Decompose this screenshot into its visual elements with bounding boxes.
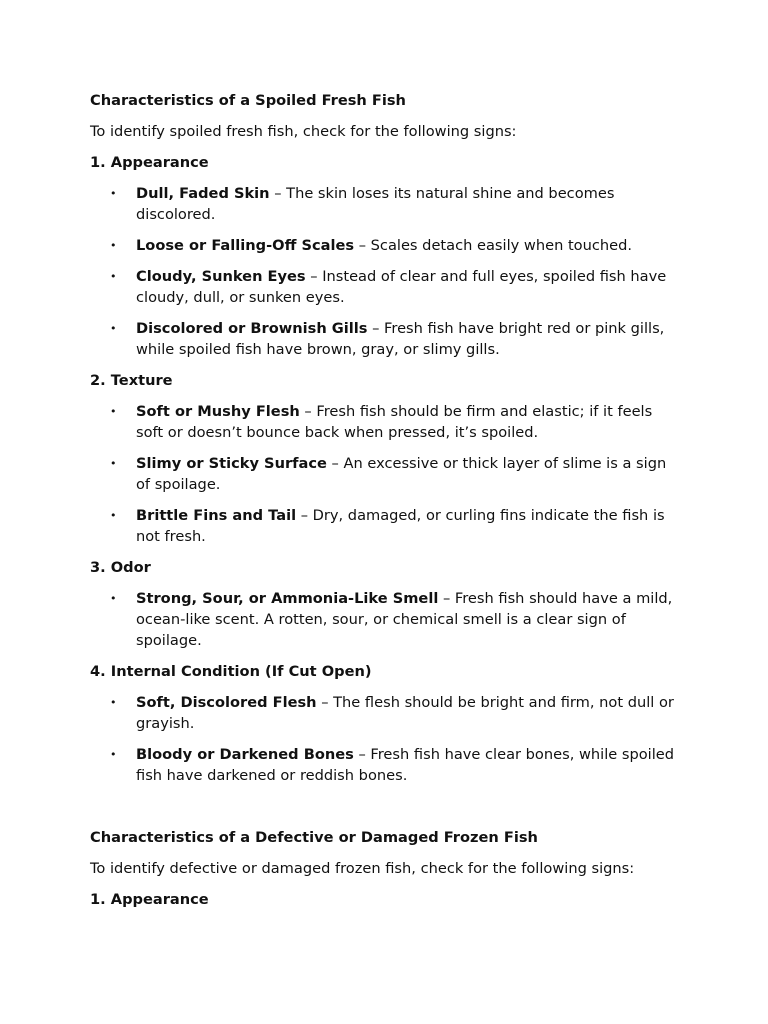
item-desc: – Dry, damaged, or curling fins indicate the fish is not fresh.	[136, 507, 665, 545]
bullet-icon: •	[110, 239, 117, 252]
item-term: Brittle Fins and Tail	[136, 507, 297, 524]
heading-defective-frozen-fish: Characteristics of a Defective or Damaged Frozen Fish	[90, 829, 538, 846]
item-term: Discolored or Brownish Gills	[136, 320, 368, 337]
item-term: Slimy or Sticky Surface	[136, 455, 327, 472]
list-item	[90, 588, 680, 651]
item-term: Soft or Mushy Flesh	[136, 403, 300, 420]
item-term: Loose or Falling-Off Scales	[136, 237, 355, 254]
heading-spoiled-fresh-fish: Characteristics of a Spoiled Fresh Fish	[90, 92, 406, 109]
list-item	[90, 744, 680, 786]
bullet-icon: •	[110, 748, 117, 761]
section-title-texture: 2. Texture	[90, 372, 173, 389]
item-desc: – The flesh should be bright and firm, not dull or grayish.	[136, 694, 674, 732]
list-item	[90, 401, 680, 443]
section-title-appearance: 1. Appearance	[90, 154, 209, 171]
list-item	[90, 692, 680, 734]
document-page	[90, 90, 680, 920]
list-item	[90, 266, 680, 308]
list-odor	[90, 588, 680, 651]
section-title-internal-condition: 4. Internal Condition (If Cut Open)	[90, 663, 372, 680]
intro-spoiled-fresh-fish: To identify spoiled fresh fish, check for the following signs:	[90, 123, 517, 140]
item-desc: – Fresh fish should be firm and elastic; if it feels soft or doesn’t bounce back when pressed, it’s spoiled.	[136, 403, 653, 441]
list-item	[90, 453, 680, 495]
item-term: Bloody or Darkened Bones	[136, 746, 354, 763]
bullet-icon: •	[110, 405, 117, 418]
item-term: Dull, Faded Skin	[136, 185, 270, 202]
list-item	[90, 505, 680, 547]
bullet-icon: •	[110, 187, 117, 200]
item-desc: – Fresh fish have bright red or pink gills, while spoiled fish have brown, gray, or slimy gills.	[136, 320, 665, 358]
section-spacer	[90, 796, 680, 827]
item-term: Strong, Sour, or Ammonia-Like Smell	[136, 590, 439, 607]
item-desc: – An excessive or thick layer of slime is a sign of spoilage.	[136, 455, 667, 493]
item-desc: – Fresh fish should have a mild, ocean-like scent. A rotten, sour, or chemical smell is a clear sign of spoilage.	[136, 590, 673, 649]
bullet-icon: •	[110, 322, 117, 335]
list-item	[90, 235, 680, 256]
list-item	[90, 183, 680, 225]
list-internal-condition	[90, 692, 680, 786]
list-appearance	[90, 183, 680, 360]
item-desc: – Instead of clear and full eyes, spoiled fish have cloudy, dull, or sunken eyes.	[136, 268, 667, 306]
item-term: Cloudy, Sunken Eyes	[136, 268, 306, 285]
bullet-icon: •	[110, 457, 117, 470]
bullet-icon: •	[110, 696, 117, 709]
bullet-icon: •	[110, 270, 117, 283]
section-title-odor: 3. Odor	[90, 559, 151, 576]
item-term: Soft, Discolored Flesh	[136, 694, 317, 711]
item-desc: – Scales detach easily when touched.	[354, 237, 633, 254]
list-texture	[90, 401, 680, 547]
list-item	[90, 318, 680, 360]
section-title-frozen-appearance: 1. Appearance	[90, 891, 209, 908]
intro-defective-frozen-fish: To identify defective or damaged frozen fish, check for the following signs:	[90, 860, 635, 877]
item-desc: – Fresh fish have clear bones, while spoiled fish have darkened or reddish bones.	[136, 746, 675, 784]
item-desc: – The skin loses its natural shine and becomes discolored.	[136, 185, 615, 223]
bullet-icon: •	[110, 509, 117, 522]
bullet-icon: •	[110, 592, 117, 605]
